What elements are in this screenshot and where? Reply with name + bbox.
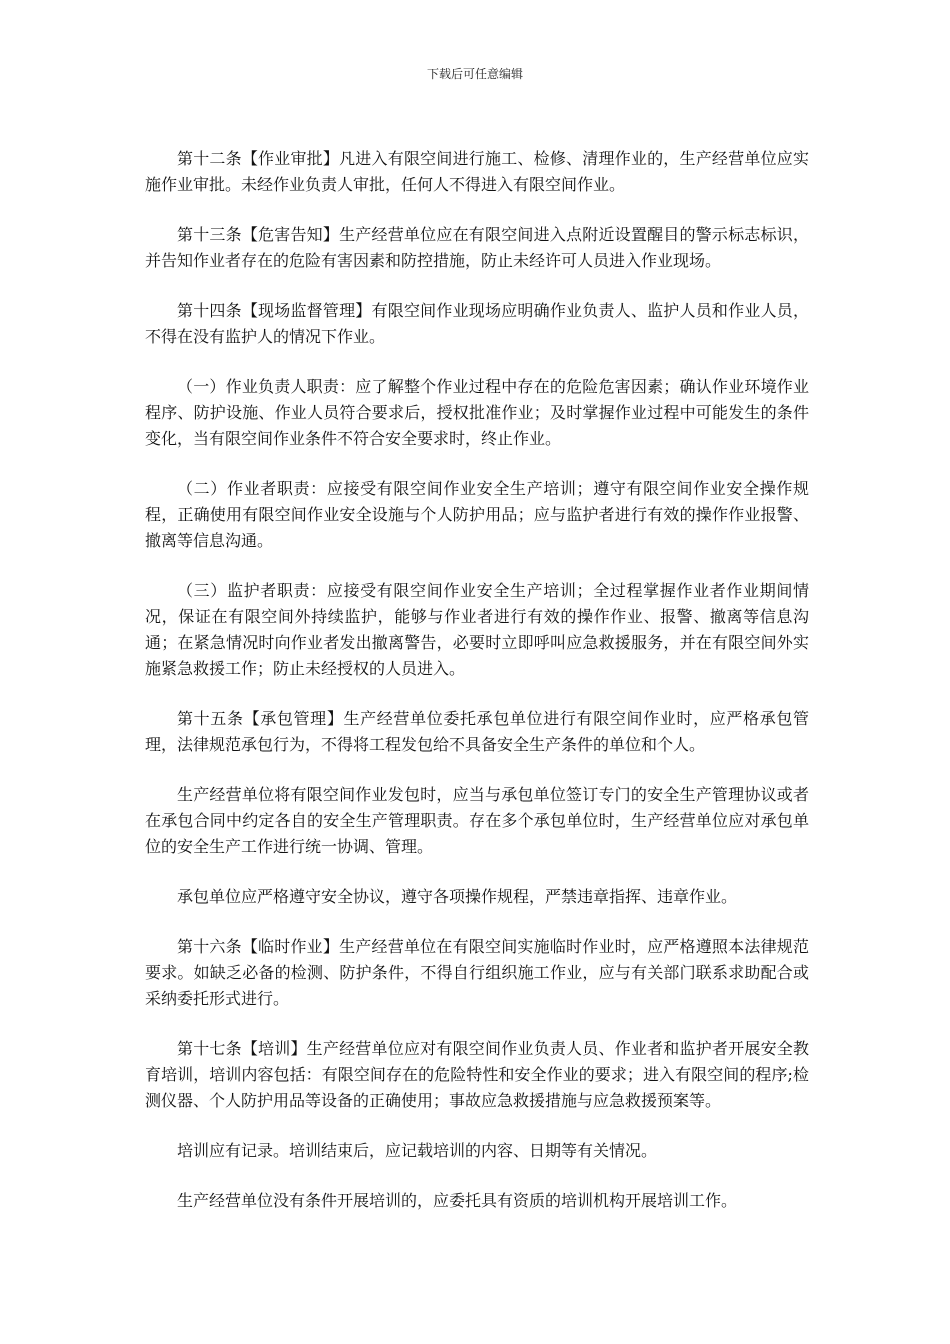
paragraph-article-14: 第十四条【现场监督管理】有限空间作业现场应明确作业负责人、监护人员和作业人员，不得在没有监护人的情况下作业。	[145, 301, 809, 346]
paragraph-item-2: （二）作业者职责：应接受有限空间作业安全生产培训；遵守有限空间作业安全操作规程，正确使用有限空间作业安全设施与个人防护用品；应与监护者进行有效的操作作业报警、撤离等信息沟通。	[145, 479, 809, 550]
paragraph-subcontract: 生产经营单位将有限空间作业发包时，应当与承包单位签订专门的安全生产管理协议或者在承包合同中约定各自的安全生产管理职责。存在多个承包单位时，生产经营单位应对承包单位的安全生产工作进行统一协调、管理。	[145, 785, 809, 856]
paragraph-article-13: 第十三条【危害告知】生产经营单位应在有限空间进入点附近设置醒目的警示标志标识，并告知作业者存在的危险有害因素和防控措施，防止未经许可人员进入作业现场。	[145, 225, 809, 270]
paragraph-training-records: 培训应有记录。培训结束后，应记载培训的内容、日期等有关情况。	[177, 1141, 658, 1160]
document-body	[145, 146, 809, 1238]
paragraph-item-1: （一）作业负责人职责：应了解整个作业过程中存在的危险危害因素；确认作业环境作业程序、防护设施、作业人员符合要求后，授权批准作业；及时掌握作业过程中可能发生的条件变化，当有限空间作业条件不符合安全要求时，终止作业。	[145, 377, 809, 448]
paragraph-article-15: 第十五条【承包管理】生产经营单位委托承包单位进行有限空间作业时，应严格承包管理，法律规范承包行为，不得将工程发包给不具备安全生产条件的单位和个人。	[145, 709, 809, 754]
paragraph-article-16: 第十六条【临时作业】生产经营单位在有限空间实施临时作业时，应严格遵照本法律规范要求。如缺乏必备的检测、防护条件，不得自行组织施工作业，应与有关部门联系求助配合或采纳委托形式进行。	[145, 937, 809, 1008]
paragraph-article-17: 第十七条【培训】生产经营单位应对有限空间作业负责人员、作业者和监护者开展安全教育培训，培训内容包括：有限空间存在的危险特性和安全作业的要求；进入有限空间的程序;检测仪器、个人防护用品等设备的正确使用；事故应急救援措施与应急救援预案等。	[145, 1039, 809, 1110]
paragraph-contractor-compliance: 承包单位应严格遵守安全协议，遵守各项操作规程，严禁违章指挥、违章作业。	[177, 887, 738, 906]
paragraph-article-12: 第十二条【作业审批】凡进入有限空间进行施工、检修、清理作业的，生产经营单位应实施作业审批。未经作业负责人审批，任何人不得进入有限空间作业。	[145, 149, 809, 194]
page-header: 下载后可任意编辑	[426, 67, 523, 81]
paragraph-item-3: （三）监护者职责：应接受有限空间作业安全生产培训；全过程掌握作业者作业期间情况，保证在有限空间外持续监护，能够与作业者进行有效的操作作业、报警、撤离等信息沟通；在紧急情况时向作业者发出撤离警告，必要时立即呼叫应急救援服务，并在有限空间外实施紧急救援工作；防止未经授权的人员进入。	[145, 581, 809, 678]
paragraph-training-outsourcing: 生产经营单位没有条件开展培训的，应委托具有资质的培训机构开展培训工作。	[177, 1191, 738, 1210]
